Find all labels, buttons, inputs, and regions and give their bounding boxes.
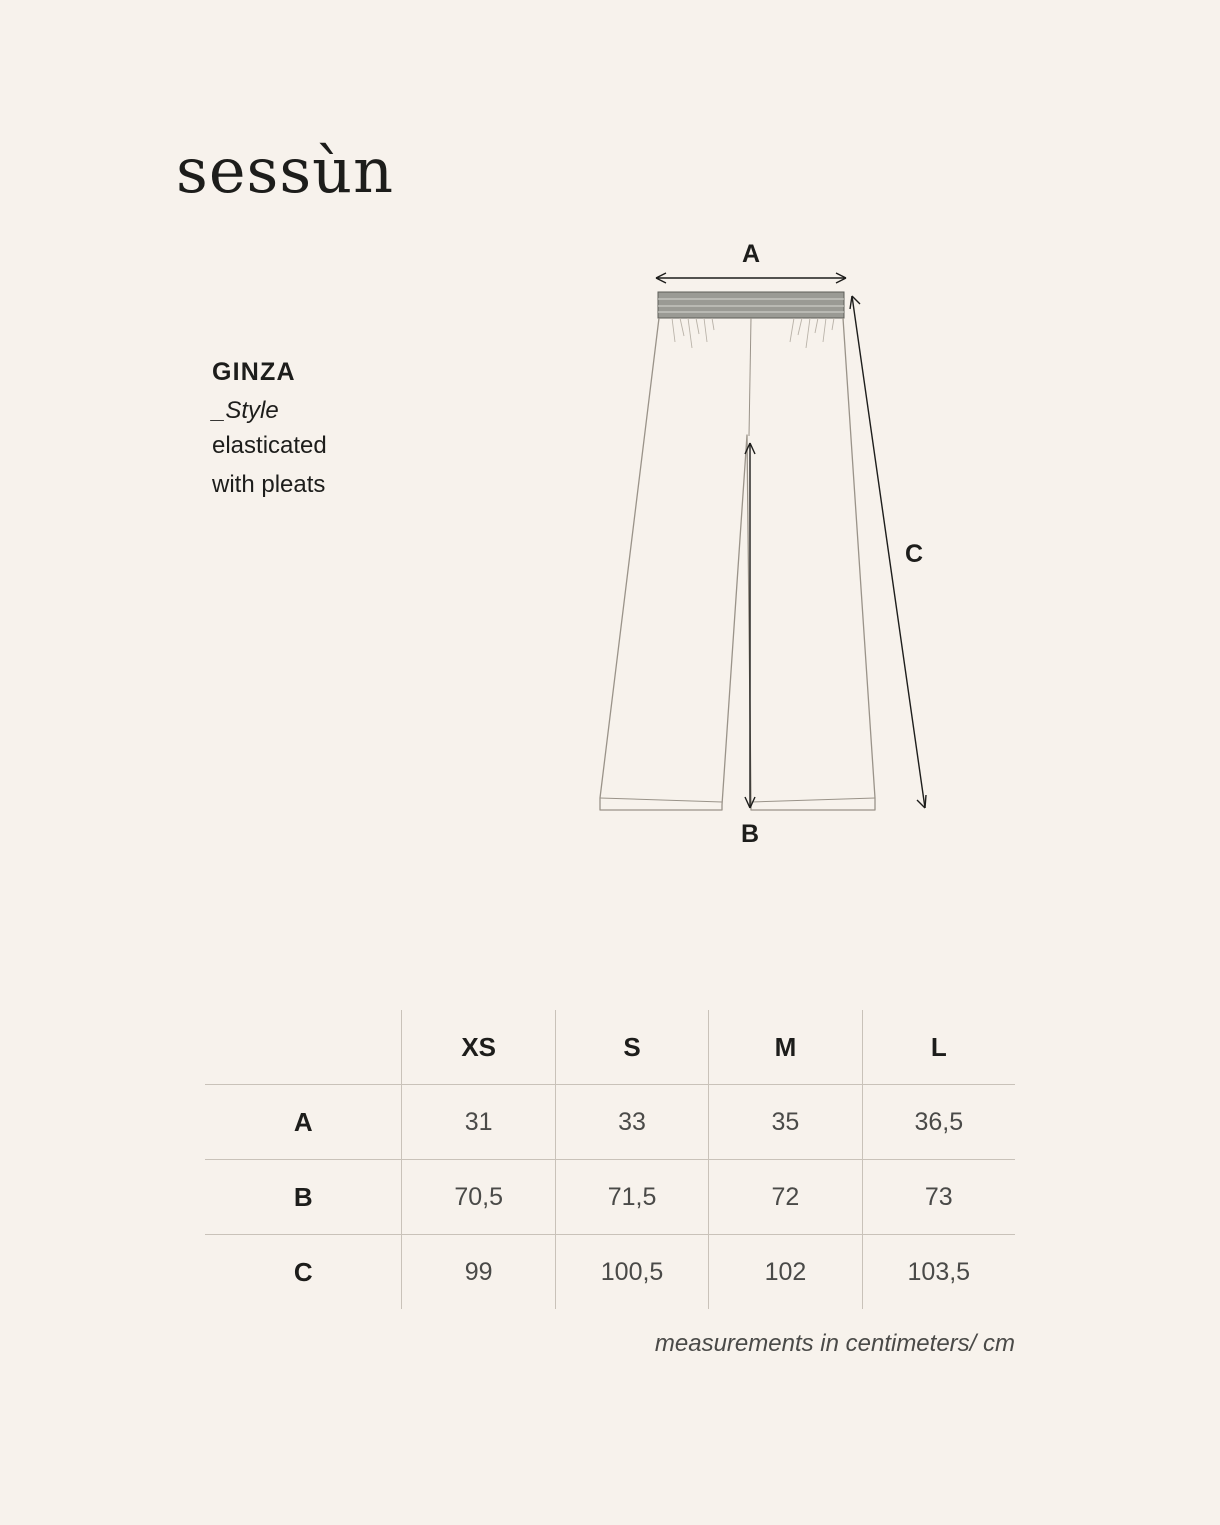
table-cell-a-s: 33 bbox=[555, 1085, 708, 1160]
product-style-block bbox=[212, 358, 532, 505]
diagram-label-a: A bbox=[741, 240, 761, 268]
style-description-line-2: with pleats bbox=[212, 470, 326, 498]
table-cell-c-l: 103,5 bbox=[862, 1235, 1015, 1310]
table-cell-b-l: 73 bbox=[862, 1160, 1015, 1235]
table-row-header-c: C bbox=[205, 1235, 402, 1310]
table-column-header-xs: XS bbox=[402, 1010, 555, 1085]
brand-wordmark: sessùn bbox=[176, 134, 395, 207]
table-cell-c-m: 102 bbox=[709, 1235, 862, 1310]
size-chart-table bbox=[205, 1010, 1015, 1309]
table-cell-a-xs: 31 bbox=[402, 1085, 555, 1160]
table-row bbox=[205, 1235, 1015, 1310]
table-column-header-l: L bbox=[862, 1010, 1015, 1085]
trousers-diagram bbox=[580, 230, 1000, 870]
measurement-units-note: measurements in centimeters/ cm bbox=[654, 1330, 1015, 1357]
table-header-row bbox=[205, 1010, 1015, 1085]
diagram-label-c: C bbox=[904, 540, 924, 568]
table-column-header-s: S bbox=[555, 1010, 708, 1085]
table-corner-cell bbox=[205, 1010, 402, 1085]
table-row bbox=[205, 1085, 1015, 1160]
table-row bbox=[205, 1160, 1015, 1235]
table-row-header-a: A bbox=[205, 1085, 402, 1160]
table-cell-a-l: 36,5 bbox=[862, 1085, 1015, 1160]
diagram-label-b: B bbox=[740, 820, 760, 848]
table-cell-b-s: 71,5 bbox=[555, 1160, 708, 1235]
table-column-header-m: M bbox=[709, 1010, 862, 1085]
table-cell-b-xs: 70,5 bbox=[402, 1160, 555, 1235]
table-cell-b-m: 72 bbox=[709, 1160, 862, 1235]
product-title: GINZA bbox=[212, 358, 296, 386]
table-cell-a-m: 35 bbox=[709, 1085, 862, 1160]
table-row-header-b: B bbox=[205, 1160, 402, 1235]
table-cell-c-xs: 99 bbox=[402, 1235, 555, 1310]
style-description-line-1: elasticated bbox=[212, 432, 327, 459]
style-label: _Style bbox=[212, 397, 279, 424]
table-cell-c-s: 100,5 bbox=[555, 1235, 708, 1310]
